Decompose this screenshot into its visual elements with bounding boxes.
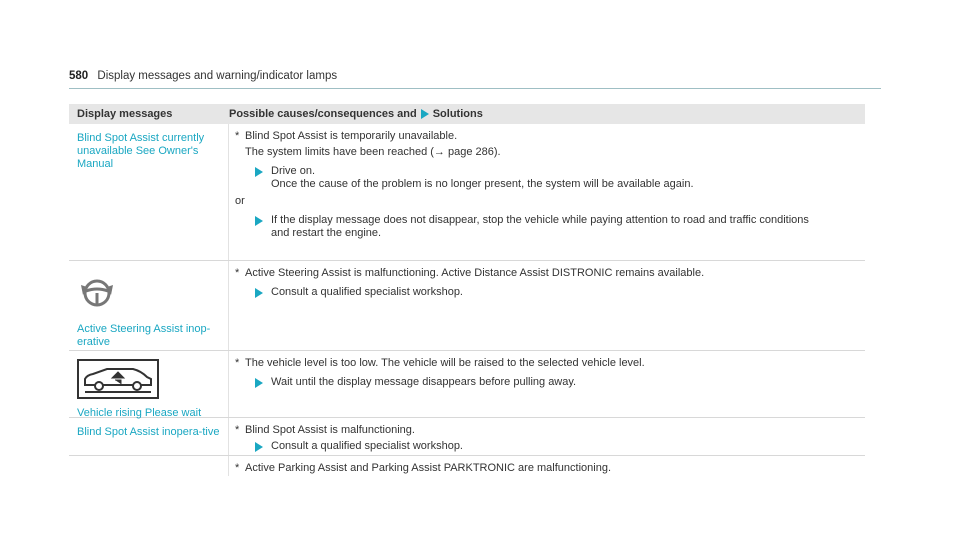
solution-step: Consult a qualified specialist workshop.: [255, 440, 865, 453]
table-row: [69, 418, 865, 456]
display-messages-table: [69, 104, 865, 476]
solution-arrow-icon: [255, 288, 263, 298]
table-header: [69, 104, 865, 124]
solution-step: Wait until the display message disappears before pulling away.: [255, 376, 865, 389]
page-header: [69, 70, 337, 82]
solution-arrow-icon: [255, 378, 263, 388]
solution-arrow-icon: [255, 167, 263, 177]
col-header-messages: Display messages: [77, 108, 173, 120]
solution-step: If the display message does not disappear, stop the vehicle while paying attention to road and traffic conditions and restart the engine.: [255, 214, 865, 240]
page-title: Display messages and warning/indicator lamps: [97, 70, 338, 82]
cause-cell: * Active Parking Assist and Parking Assist PARKTRONIC are malfunctioning.: [235, 462, 611, 474]
cause-cell: * Blind Spot Assist is malfunctioning. Consult a qualified specialist workshop.: [229, 418, 865, 455]
cause-cell: * Active Steering Assist is malfunctioning. Active Distance Assist DISTRONIC remains available. Consult a qualified specialist workshop.: [229, 261, 865, 350]
solution-step: Consult a qualified specialist workshop.: [255, 286, 865, 299]
message-cell: Vehicle rising Please wait: [69, 351, 229, 417]
table-row: [69, 261, 865, 351]
table-row: [69, 456, 865, 476]
page-number: 580: [69, 70, 89, 82]
solution-arrow-icon: [255, 216, 263, 226]
message-cell: Blind Spot Assist currently unavailable See Owner's Manual: [69, 124, 229, 260]
steering-wheel-icon: [77, 275, 224, 315]
vehicle-raise-icon: [77, 359, 224, 403]
solution-arrow-icon: [421, 109, 429, 119]
table-row: [69, 124, 865, 261]
message-cell: Blind Spot Assist inopera-tive: [69, 418, 229, 455]
header-divider: [69, 88, 881, 89]
col-header-causes: Possible causes/consequences and Solutions: [229, 108, 483, 120]
solution-step: Drive on. Once the cause of the problem is no longer present, the system will be available again.: [255, 165, 865, 191]
cause-cell: * Blind Spot Assist is temporarily unavailable. The system limits have been reached (→ page 286). Drive on. Once the cause of the problem is no longer present, the system will be available again. or If the display message does not disappear, stop the vehicle while paying attention to road and traffic conditions and restart the engine.: [229, 124, 865, 260]
table-row: [69, 351, 865, 418]
solution-arrow-icon: [255, 442, 263, 452]
cause-cell: * The vehicle level is too low. The vehicle will be raised to the selected vehicle level. Wait until the display message disappears before pulling away.: [229, 351, 865, 417]
message-cell: [69, 456, 229, 476]
message-cell: Active Steering Assist inop-erative: [69, 261, 229, 350]
